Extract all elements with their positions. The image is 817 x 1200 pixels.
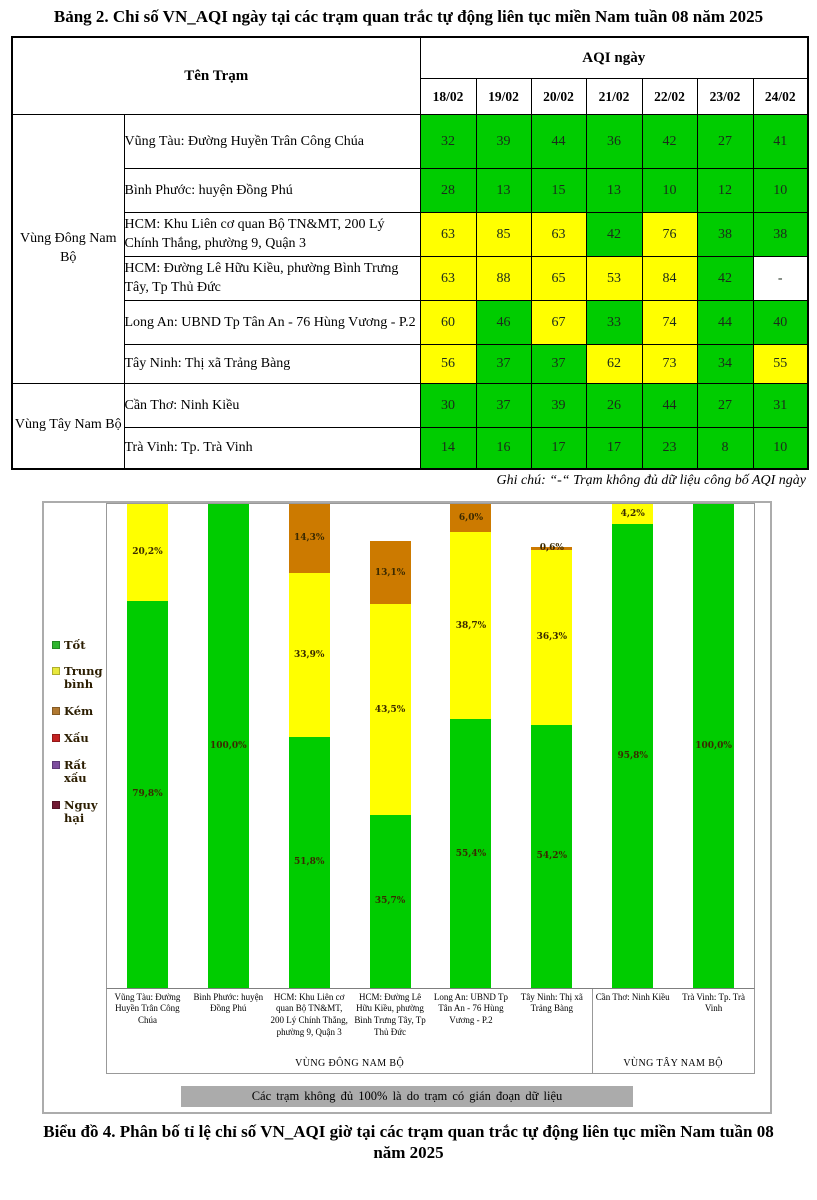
aqi-value-cell: 37	[476, 345, 531, 384]
aqi-value-cell: 44	[531, 115, 586, 169]
region-cell: Vùng Tây Nam Bộ	[12, 384, 124, 469]
bar-segment	[370, 815, 411, 988]
x-axis-label: HCM: Khu Liên cơ quan Bộ TN&MT, 200 Lý Chính Thắng, phường 9, Quận 3	[270, 991, 348, 1037]
bar-segment-label: 100,0%	[695, 740, 732, 751]
aqi-value-cell: 37	[476, 384, 531, 428]
table-header-row	[12, 37, 808, 79]
bar-segment-label: 54,2%	[536, 851, 568, 862]
aqi-value-cell: 42	[642, 115, 697, 169]
aqi-value-cell: 44	[697, 301, 753, 345]
aqi-value-cell: 63	[531, 213, 586, 257]
table-row	[12, 345, 808, 384]
chart-footnote: Các trạm không đủ 100% là do trạm có gián đoạn dữ liệu	[181, 1086, 633, 1107]
legend-label: Nguy hại	[64, 797, 98, 825]
aqi-value-cell: 27	[697, 384, 753, 428]
aqi-value-cell: 88	[476, 257, 531, 301]
bar-segment	[531, 543, 572, 554]
bar-segment-label: 0,6%	[539, 543, 564, 554]
table-row	[12, 169, 808, 213]
bar-segment	[289, 573, 330, 737]
aqi-group-header-cell: AQI ngày	[420, 37, 808, 79]
aqi-value-cell: 63	[420, 257, 476, 301]
aqi-value-cell: 67	[531, 301, 586, 345]
station-name-cell: Bình Phước: huyện Đồng Phú	[124, 169, 420, 213]
aqi-value-cell: 13	[476, 169, 531, 213]
aqi-value-cell: 17	[586, 428, 642, 469]
aqi-value-cell: 31	[753, 384, 808, 428]
bar-segment-label: 33,9%	[293, 649, 325, 660]
station-name-cell: Tây Ninh: Thị xã Trảng Bàng	[124, 345, 420, 384]
aqi-value-cell: 13	[586, 169, 642, 213]
bar-segment-label: 14,3%	[293, 533, 325, 544]
legend-swatch	[52, 667, 60, 675]
station-name-cell: Vũng Tàu: Đường Huyền Trân Công Chúa	[124, 115, 420, 169]
plot-area	[106, 503, 755, 989]
aqi-value-cell: 74	[642, 301, 697, 345]
bar-segment	[450, 532, 491, 719]
stacked-bar	[289, 504, 330, 988]
bar-segment-label: 20,2%	[132, 547, 163, 558]
table-row	[12, 384, 808, 428]
stacked-bar	[127, 504, 168, 988]
aqi-value-cell: 40	[753, 301, 808, 345]
aqi-value-cell: 12	[697, 169, 753, 213]
aqi-value-cell: 32	[420, 115, 476, 169]
chart-legend	[44, 503, 106, 1074]
date-header-cell: 24/02	[753, 79, 808, 115]
bar-segment	[370, 541, 411, 604]
table-footnote: Ghi chú: “-“ Trạm không đủ dữ liệu công bố AQI ngày	[496, 472, 806, 488]
x-axis-label: HCM: Đường Lê Hữu Kiều, phường Bình Trưng Tây, Tp Thủ Đức	[354, 991, 426, 1037]
bar-slot	[592, 504, 673, 988]
aqi-value-cell: 10	[753, 169, 808, 213]
station-name-cell: Long An: UBND Tp Tân An - 76 Hùng Vương - P.2	[124, 301, 420, 345]
aqi-value-cell: 55	[753, 345, 808, 384]
bar-segment	[531, 725, 572, 987]
bar-segment-label: 100,0%	[209, 740, 247, 751]
aqi-value-cell: 36	[586, 115, 642, 169]
aqi-value-cell: 38	[697, 213, 753, 257]
aqi-value-cell: 76	[642, 213, 697, 257]
station-name-cell: Trà Vinh: Tp. Trà Vinh	[124, 428, 420, 469]
x-axis-label: Tây Ninh: Thị xã Trảng Bàng	[520, 991, 583, 1014]
table-row	[12, 213, 808, 257]
aqi-value-cell: 34	[697, 345, 753, 384]
bar-segment-label: 35,7%	[374, 896, 406, 907]
legend-item	[52, 732, 106, 745]
bar-slot	[188, 504, 269, 988]
x-axis-label: Cần Thơ: Ninh Kiều	[595, 991, 670, 1002]
bar-segment	[612, 504, 653, 524]
chart-caption: Biểu đồ 4. Phân bố tỉ lệ chỉ số VN_AQI giờ tại các trạm quan trắc tự động liên tục miền Nam tuần 08 năm 2025	[43, 1121, 774, 1163]
legend-item	[52, 799, 106, 825]
aqi-value-cell: 39	[476, 115, 531, 169]
legend-swatch	[52, 707, 60, 715]
chart-right-spacer	[755, 503, 770, 1074]
bar-segment	[127, 601, 168, 987]
x-axis-label: Bình Phước: huyện Đồng Phú	[193, 991, 264, 1014]
x-axis-label: Long An: UBND Tp Tân An - 76 Hùng Vương - P.2	[433, 991, 508, 1025]
stacked-bar	[450, 503, 491, 987]
bar-segment	[370, 604, 411, 815]
bar-segment-label: 43,5%	[374, 704, 406, 715]
aqi-value-cell: 44	[642, 384, 697, 428]
legend-label: Xấu	[64, 731, 89, 746]
chart-main	[106, 503, 755, 1074]
aqi-value-cell: 37	[531, 345, 586, 384]
aqi-value-cell: 65	[531, 257, 586, 301]
stacked-bar	[612, 504, 653, 988]
aqi-table	[11, 36, 809, 470]
aqi-value-cell: 15	[531, 169, 586, 213]
aqi-value-cell: 38	[753, 213, 808, 257]
aqi-value-cell: 33	[586, 301, 642, 345]
aqi-value-cell: 63	[420, 213, 476, 257]
aqi-value-cell: 41	[753, 115, 808, 169]
aqi-value-cell: 53	[586, 257, 642, 301]
bar-segment	[127, 504, 168, 602]
bar-segment-label: 36,3%	[536, 632, 568, 643]
stacked-bar	[693, 504, 734, 988]
stacked-bar	[370, 541, 411, 988]
bar-slot	[350, 504, 431, 988]
bar-slot	[431, 504, 512, 988]
bar-segment-label: 55,4%	[455, 848, 487, 859]
bar-segment	[208, 504, 249, 988]
legend-item	[52, 705, 106, 718]
table-row	[12, 301, 808, 345]
aqi-value-cell: 17	[531, 428, 586, 469]
bar-slot	[673, 504, 754, 988]
legend-label: Rất xấu	[64, 757, 87, 785]
date-header-cell: 23/02	[697, 79, 753, 115]
aqi-value-cell: 46	[476, 301, 531, 345]
legend-item	[52, 759, 106, 785]
aqi-stacked-chart	[42, 501, 772, 1114]
aqi-value-cell: 10	[642, 169, 697, 213]
aqi-value-cell: 30	[420, 384, 476, 428]
aqi-value-cell: 10	[753, 428, 808, 469]
aqi-value-cell: 8	[697, 428, 753, 469]
aqi-value-cell: 39	[531, 384, 586, 428]
table-row	[12, 257, 808, 301]
region-cell: Vùng Đông Nam Bộ	[12, 115, 124, 384]
bar-segment-label: 6,0%	[458, 512, 484, 523]
region-group-label: VÙNG ĐÔNG NAM BỘ	[295, 1057, 405, 1069]
legend-label: Trung bình	[64, 664, 103, 692]
legend-swatch	[52, 801, 60, 809]
x-axis-label: Trà Vinh: Tp. Trà Vinh	[682, 991, 745, 1014]
bar-slot	[511, 504, 592, 988]
region-group-label: VÙNG TÂY NAM BỘ	[623, 1057, 723, 1069]
aqi-value-cell: -	[753, 257, 808, 301]
aqi-value-cell: 85	[476, 213, 531, 257]
legend-swatch	[52, 641, 60, 649]
aqi-value-cell: 26	[586, 384, 642, 428]
aqi-value-cell: 42	[586, 213, 642, 257]
bar-slot	[269, 504, 350, 988]
date-header-cell: 18/02	[420, 79, 476, 115]
aqi-value-cell: 14	[420, 428, 476, 469]
x-axis-labels	[106, 989, 755, 1074]
aqi-value-cell: 73	[642, 345, 697, 384]
bar-slot	[107, 504, 188, 988]
date-header-cell: 20/02	[531, 79, 586, 115]
legend-swatch	[52, 734, 60, 742]
aqi-value-cell: 56	[420, 345, 476, 384]
legend-item	[52, 665, 106, 691]
bar-segment	[450, 719, 491, 987]
aqi-value-cell: 23	[642, 428, 697, 469]
aqi-value-cell: 84	[642, 257, 697, 301]
x-axis-label: Vũng Tàu: Đường Huyền Trân Công Chúa	[114, 991, 181, 1025]
table-body	[12, 115, 808, 469]
date-header-cell: 22/02	[642, 79, 697, 115]
station-name-cell: Cần Thơ: Ninh Kiều	[124, 384, 420, 428]
table-row	[12, 115, 808, 169]
bar-segment-label: 79,8%	[132, 789, 163, 800]
table-caption: Bảng 2. Chỉ số VN_AQI ngày tại các trạm quan trắc tự động liên tục miền Nam tuần 08 năm 2025	[53, 7, 764, 26]
station-header-cell: Tên Trạm	[12, 37, 420, 115]
chart-top	[44, 503, 770, 1074]
stacked-bar	[208, 504, 249, 988]
aqi-value-cell: 28	[420, 169, 476, 213]
bar-segment-label: 13,1%	[374, 567, 406, 578]
bar-segment-label: 38,7%	[455, 620, 487, 631]
bar-segment	[531, 550, 572, 726]
bar-segment	[450, 503, 491, 532]
station-name-cell: HCM: Khu Liên cơ quan Bộ TN&MT, 200 Lý Chính Thắng, phường 9, Quận 3	[124, 213, 420, 257]
aqi-value-cell: 62	[586, 345, 642, 384]
aqi-value-cell: 60	[420, 301, 476, 345]
bar-segment	[289, 504, 330, 573]
table-row	[12, 428, 808, 469]
legend-label: Tốt	[64, 637, 86, 652]
station-name-cell: HCM: Đường Lê Hữu Kiều, phường Bình Trưng Tây, Tp Thủ Đức	[124, 257, 420, 301]
aqi-value-cell: 27	[697, 115, 753, 169]
bar-segment	[612, 524, 653, 988]
aqi-value-cell: 42	[697, 257, 753, 301]
date-header-cell: 19/02	[476, 79, 531, 115]
aqi-value-cell: 16	[476, 428, 531, 469]
stacked-bar	[531, 543, 572, 988]
legend-label: Kém	[64, 704, 94, 719]
date-header-cell: 21/02	[586, 79, 642, 115]
bar-segment-label: 95,8%	[617, 750, 648, 761]
bar-segment-label: 51,8%	[293, 857, 325, 868]
legend-swatch	[52, 761, 60, 769]
legend-item	[52, 639, 106, 652]
bar-segment	[693, 504, 734, 988]
bar-segment	[289, 737, 330, 988]
bar-segment-label: 4,2%	[620, 508, 645, 519]
